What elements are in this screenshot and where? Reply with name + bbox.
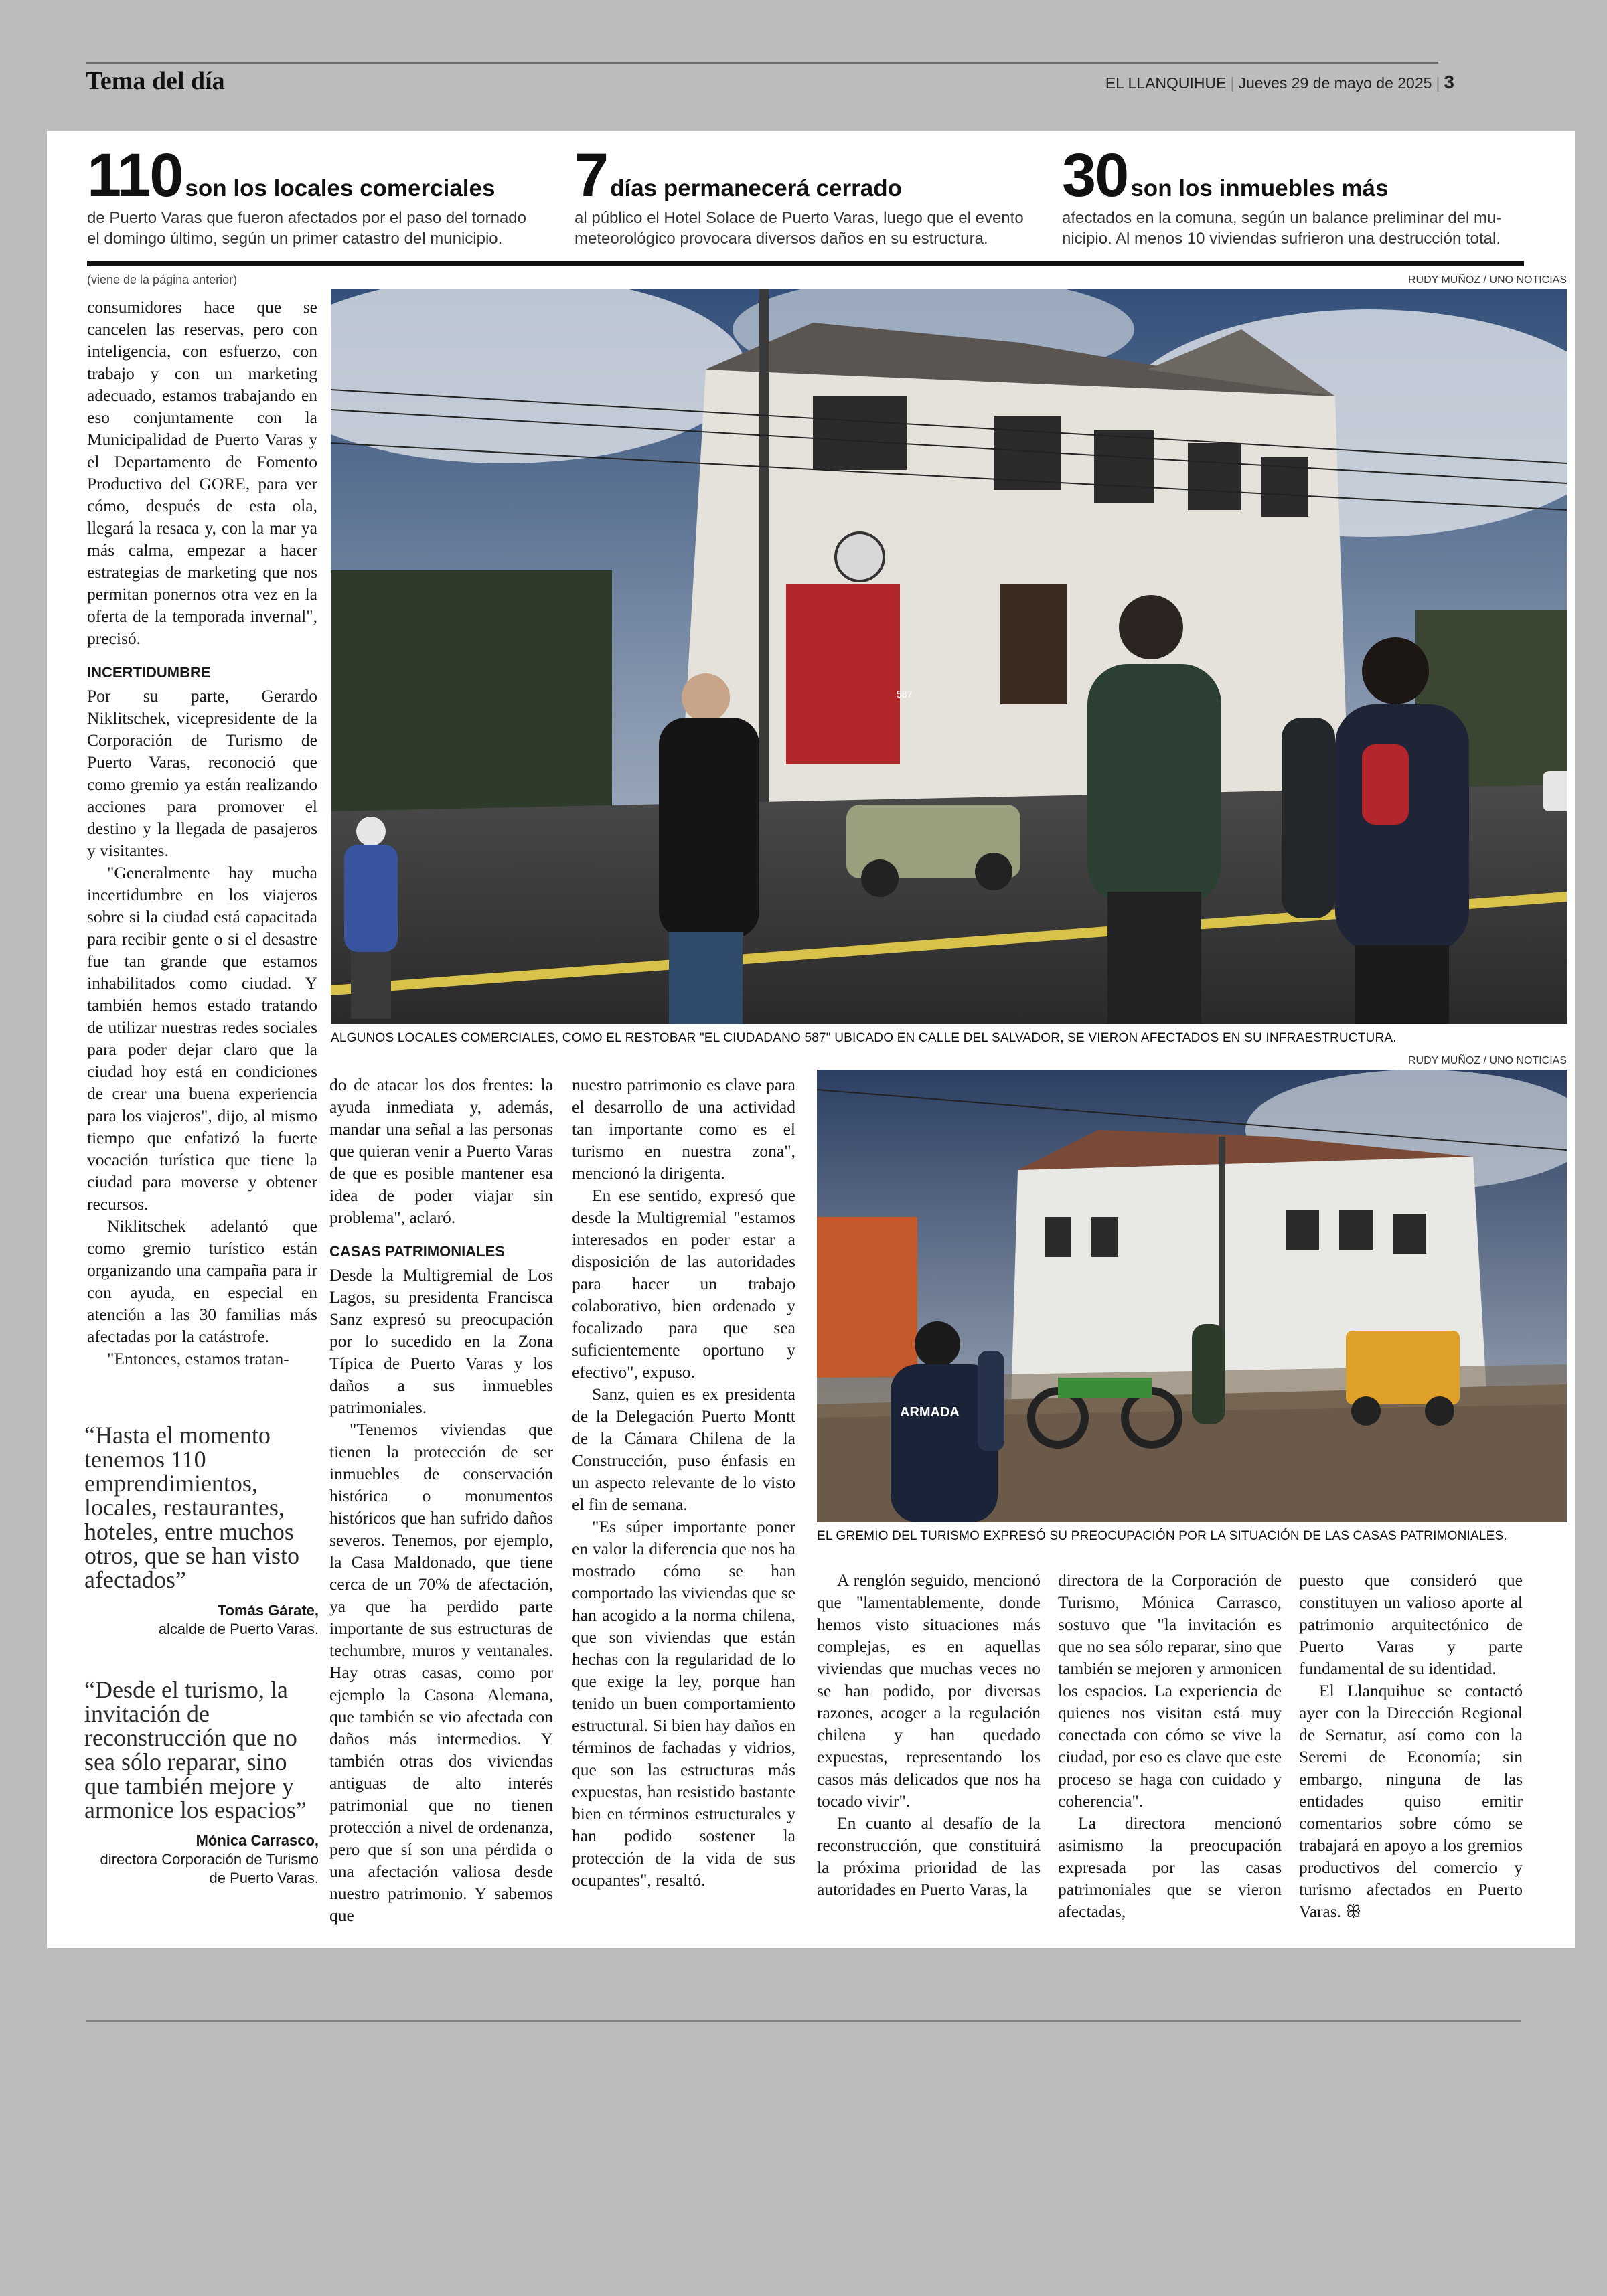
second-photo: [817, 1070, 1567, 1522]
footer-rule: [86, 2020, 1521, 2022]
publication-name: EL LLANQUIHUE: [1105, 74, 1227, 92]
section-title: Tema del día: [86, 67, 225, 95]
continued-note: (viene de la página anterior): [87, 273, 238, 286]
stat-block: [1062, 141, 1531, 249]
paragraph: "Generalmente hay mucha incertidumbre en los viajeros sobre si la ciudad está capacitada para recibir gente o si el desastre fue tan grande que estamos inhabilitados como ciudad. Y también hemos estado tratando de utilizar nuestras redes sociales para poder dejar claro que la ciudad hoy está en condiciones de crear una buena experiencia para los viajeros", dijo, al mismo tiempo que enfatizó la fuerte vocación turística que tiene la ciudad para moverse y obtener recursos.: [87, 863, 317, 1214]
stat-description-line: al público el Hotel Solace de Puerto Varas, luego que el evento: [575, 209, 1024, 227]
paragraph: Niklitschek adelantó que como gremio turístico están organizando una campaña para ir con ayuda, en especial en atención a las 30 familias más afectadas por la catástrofe.: [87, 1216, 317, 1346]
article-column-5: [1058, 1569, 1282, 1922]
stat-number: 110: [87, 141, 183, 210]
stat-block: [575, 141, 1043, 249]
pull-quote-role: directora Corporación de Turismo de Puerto Varas.: [100, 1851, 319, 1886]
publication-info: EL LLANQUIHUE | Jueves 29 de mayo de 2025 | 3: [1105, 72, 1454, 92]
pull-quote-role: alcalde de Puerto Varas.: [158, 1621, 319, 1637]
paragraph: Sanz, quien es ex presidenta de la Delegación Puerto Montt de la Cámara Chilena de la Construcción, puso énfasis en un aspecto relevante de lo visto el fin de semana.: [572, 1384, 795, 1514]
paragraph: "Tenemos viviendas que tienen la protección de ser inmuebles de conservación histórica o monumentos históricos que han sufrido daños severos. Tenemos, por ejemplo, la Casa Maldonado, que tiene cerca de un 70% de afectación, ya que ha perdido parte importante de sus estructuras de techumbre, muros y ventanales. Hay otras casas, como por ejemplo la Casona Alemana, que también se vio afectada con daños más intermedios. Y también otras dos viviendas antiguas de alto interés patrimonial que no tienen protección a nivel de ordenanza, pero que sí son una pérdida o una afectación valiosa desde nuestro patrimonio. Y sabemos que: [329, 1420, 553, 1925]
stats-divider: [87, 261, 1524, 266]
stat-description-line: nicipio. Al menos 10 viviendas sufrieron una destrucción total.: [1062, 230, 1501, 248]
stat-description-line: de Puerto Varas que fueron afectados por el paso del tornado: [87, 209, 527, 227]
subheading: CASAS PATRIMONIALES: [329, 1243, 505, 1260]
paragraph: En ese sentido, expresó que desde la Multigremial "estamos interesados en poder estar a disposición de las autoridades para hacer un trabajo colaborativo, bien ordenado y focalizado para que sea suficientemente oportuno y efectivo", expuso.: [572, 1185, 795, 1382]
paragraph: [1299, 1679, 1523, 1923]
paragraph: En cuanto al desafío de la reconstrucción, que constituirá la próxima prioridad de las autoridades en Puerto Varas, la: [817, 1813, 1041, 1899]
paragraph-text: El Llanquihue se contactó ayer con la Dirección Regional de Sernatur, así como con la Seremi de Economía; sin embargo, ninguna de las entidades quiso emitir comentarios sobre cómo se trabajará en apoyo a los gremios productivos del comercio y turismo afectados en Puerto Varas.: [1299, 1681, 1523, 1921]
pull-quote-text: “Desde el turismo, la invitación de reconstrucción que no sea sólo reparar, sino que también mejore y armonice los espacios”: [84, 1676, 307, 1823]
pull-quote-author: Tomás Gárate,: [217, 1602, 319, 1619]
photo-caption: EL GREMIO DEL TURISMO EXPRESÓ SU PREOCUPACIÓN POR LA SITUACIÓN DE LAS CASAS PATRIMONIALES.: [817, 1529, 1507, 1543]
stat-headline: son los locales comerciales: [185, 175, 495, 201]
stat-number: 30: [1062, 141, 1128, 210]
storefront-sign: 587: [897, 689, 913, 700]
stat-headline: son los inmuebles más: [1130, 175, 1389, 201]
page-number: 3: [1444, 72, 1454, 92]
photo-caption: ALGUNOS LOCALES COMERCIALES, COMO EL RESTOBAR "EL CIUDADANO 587" UBICADO EN CALLE DEL SALVADOR, SE VIERON AFECTADOS EN SU INFRAESTRUCTURA.: [331, 1031, 1397, 1045]
paragraph: consumidores hace que se cancelen las reservas, pero con inteligencia, con esfuerzo, con trabajo y con un marketing adecuado, estamos trabajando en eso conjuntamente con la Municipalidad de Puerto Varas y el Departamento de Fomento Productivo del GORE, para ver cómo, después de esta ola, llegará la resaca y, con la mar ya más calma, empezar a hacer estrategias de marketing que nos permitan ponernos otra vez en la oferta de la temporada invernal", precisó.: [87, 297, 317, 648]
pull-quote-text: “Hasta el momento tenemos 110 emprendimientos, locales, restaurantes, hoteles, entre muchos otros, que se han visto afectados”: [84, 1422, 299, 1593]
main-photo: [331, 289, 1567, 1024]
paragraph: "Es súper importante poner en valor la diferencia que nos ha mostrado cómo se han comportado las viviendas que se han acogido a la norma chilena, que son viviendas que están hechas con la regularidad de lo que exige la ley, porque han tenido un buen comportamiento estructural. Si bien hay daños en términos de fachadas y vidrios, que son las estructuras más expuestas, han resistido bastante bien en términos estructurales y han podido sostener la protección de la vida de sus ocupantes", resaltó.: [572, 1517, 795, 1890]
pull-quote: [84, 1423, 319, 1639]
photo-credit: RUDY MUÑOZ / UNO NOTICIAS: [1407, 274, 1567, 286]
paragraph: A renglón seguido, mencionó que "lamentablemente, donde hemos visto situaciones más complejas, es en aquellas viviendas que muchas veces no se han podido, por diversas razones, acoger a la regulación chilena y han quedado expuestas, representando los casos más delicados que nos ha tocado vivir".: [817, 1570, 1041, 1811]
end-mark-icon: ꕥ: [1345, 1902, 1362, 1921]
photo-credit: RUDY MUÑOZ / UNO NOTICIAS: [1407, 1055, 1567, 1066]
subheading: INCERTIDUMBRE: [87, 664, 211, 681]
article-column-6: [1299, 1569, 1523, 1923]
stat-headline: días permanecerá cerrado: [610, 175, 902, 201]
jacket-label: ARMADA: [900, 1405, 960, 1420]
article-column-2: [329, 1074, 553, 1926]
second-photo-image: [817, 1070, 1567, 1522]
pull-quote-author: Mónica Carrasco,: [196, 1832, 319, 1849]
page-header: [86, 62, 1454, 104]
paragraph: Desde la Multigremial de Los Lagos, su presidenta Francisca Sanz expresó su preocupación por lo sucedido en la Zona Típica de Puerto Varas y los daños a sus inmuebles patrimoniales.: [329, 1265, 553, 1417]
main-photo-image: [331, 289, 1567, 1024]
stat-description-line: meteorológico provocara diversos daños en su estructura.: [575, 230, 988, 248]
stat-description-line: el domingo último, según un primer catastro del municipio.: [87, 230, 503, 248]
article-column-4: [817, 1569, 1041, 1900]
stat-block: [87, 141, 556, 249]
paragraph: directora de la Corporación de Turismo, Mónica Carrasco, sostuvo que "la invitación es que no sea sólo reparar, sino que también se mejoren y armonicen los espacios. La experiencia de quienes nos visitan está muy conectada con cómo se vive la ciudad, por eso es clave que este proceso se haga con cuidado y coherencia".: [1058, 1570, 1282, 1811]
paragraph: puesto que consideró que constituyen un valioso aporte al patrimonio arquitectónico de Puerto Varas y parte fundamental de su identidad.: [1299, 1570, 1523, 1678]
paragraph: "Entonces, estamos tratan-: [107, 1349, 289, 1368]
stats-strip: [87, 141, 1524, 272]
paragraph: nuestro patrimonio es clave para el desarrollo de una actividad tan importante como es el turismo en nuestra zona", mencionó la dirigenta.: [572, 1075, 795, 1183]
publication-date: Jueves 29 de mayo de 2025: [1238, 74, 1432, 92]
newspaper-page: [47, 131, 1575, 1948]
paragraph: Por su parte, Gerardo Niklitschek, vicepresidente de la Corporación de Turismo de Puerto Varas, reconoció que como gremio ya están realizando acciones para promover el destino y la llegada de pasajeros y visitantes.: [87, 686, 317, 860]
article-column-1: [87, 296, 317, 1370]
paragraph: do de atacar los dos frentes: la ayuda inmediata y, además, mandar una señal a las personas que quieran venir a Puerto Varas de que es posible mantener esa idea de poder viajar sin problema", aclaró.: [329, 1075, 553, 1227]
article-column-3: [572, 1074, 795, 1891]
stat-number: 7: [575, 141, 608, 210]
stat-description-line: afectados en la comuna, según un balance preliminar del mu-: [1062, 209, 1502, 227]
pull-quote: [84, 1677, 319, 1888]
paragraph: La directora mencionó asimismo la preocupación expresada por las casas patrimoniales que se vieron afectadas,: [1058, 1813, 1282, 1921]
